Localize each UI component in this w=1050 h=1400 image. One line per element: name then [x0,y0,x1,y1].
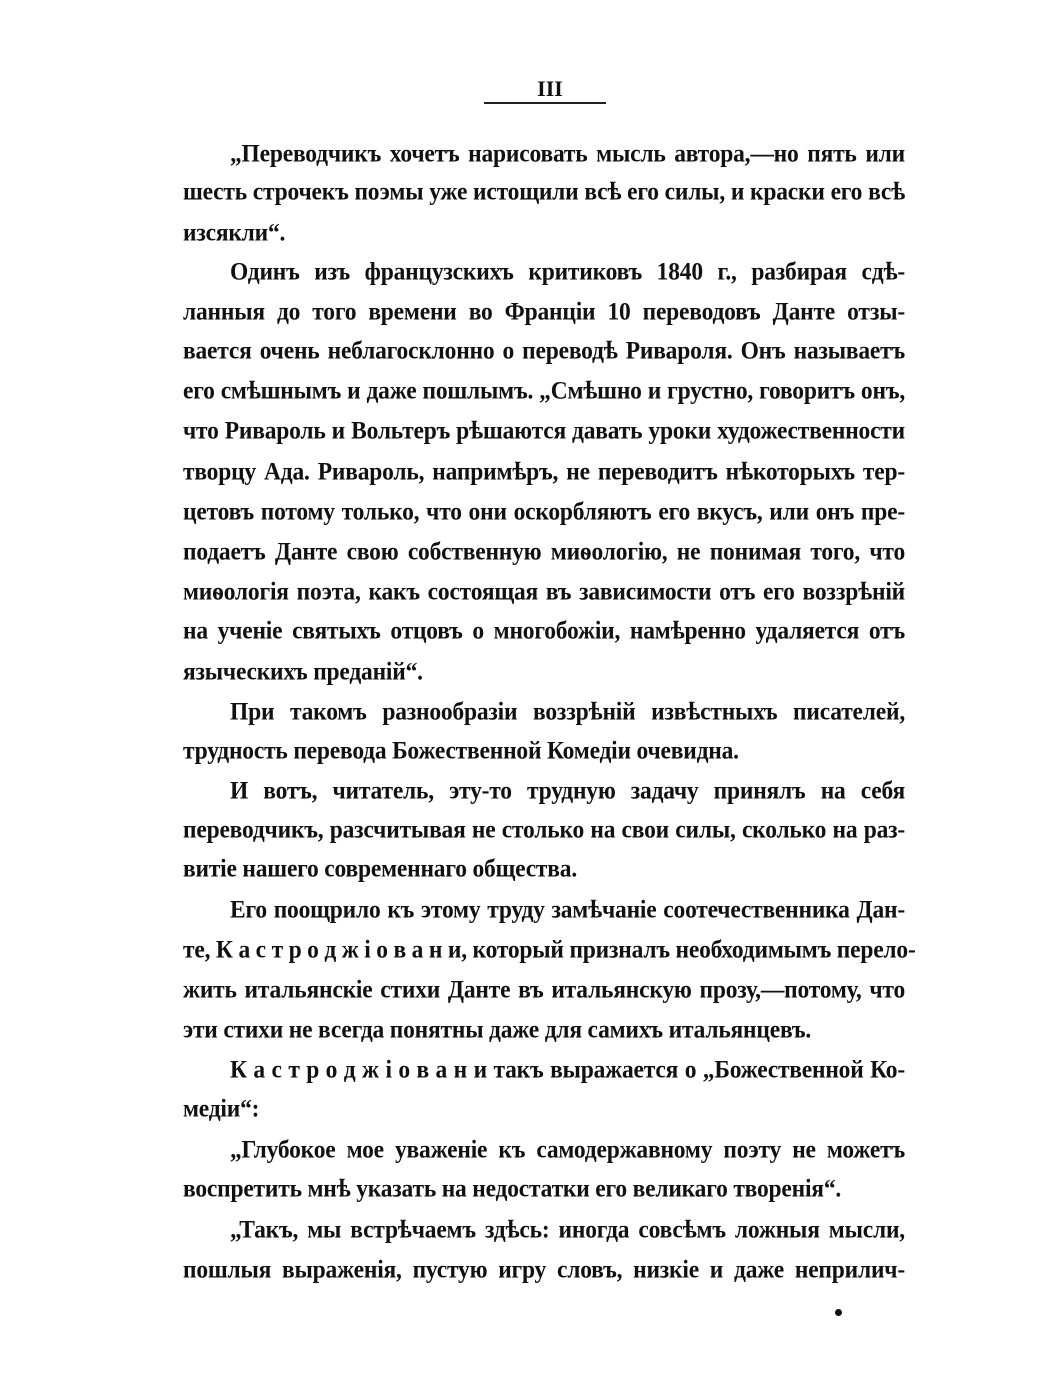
text-line: языческихъ преданій“. [183,657,423,687]
text-line: что Ривароль и Вольтеръ рѣшаются давать уроки художественности [183,416,905,446]
text-line: цетовъ потому только, что они оскорбляютъ его вкусъ, или онъ пре- [183,497,905,527]
text-line: трудность перевода Божественной Комедіи очевидна. [183,736,739,766]
text-line: ланныя до того времени во Франціи 10 переводовъ Данте отзы- [183,297,905,327]
text-line: шесть строчекъ поэмы уже истощили всѣ его силы, и краски его всѣ [183,177,905,207]
text-line: его смѣшнымъ и даже пошлымъ. „Смѣшно и грустно, говоритъ онъ, [183,376,905,406]
text-line: миѳологія поэта, какъ состоящая въ зависимости отъ его воззрѣній [183,577,905,607]
text-line: жить итальянскіе стихи Данте въ итальянскую прозу,—потому, что [183,975,905,1005]
text-line: воспретить мнѣ указать на недостатки его великаго творенія“. [183,1174,842,1204]
text-line: те, К а с т р о д ж і о в а н и, который призналъ необходимымъ перело- [183,935,916,965]
text-line: При такомъ разнообразіи воззрѣній извѣстныхъ писателей, [230,697,905,727]
text-line: медіи“: [183,1094,260,1124]
text-line: вается очень неблагосклонно о переводѣ Ривароля. Онъ называетъ [183,336,905,366]
text-line: изсякли“. [183,218,286,248]
text-line: К а с т р о д ж і о в а н и такъ выражается о „Божественной Ко- [230,1055,905,1085]
text-line: И вотъ, читатель, эту-то трудную задачу принялъ на себя [230,776,905,806]
text-line: „Такъ, мы встрѣчаемъ здѣсь: иногда совсѣмъ ложныя мысли, [230,1215,905,1245]
text-line: переводчикъ, разсчитывая не столько на свои силы, сколько на раз- [183,815,905,845]
text-line: на ученіе святыхъ отцовъ о многобожіи, намѣренно удаляется отъ [183,616,905,646]
printer-mark [835,1309,842,1316]
text-line: витіе нашего современнаго общества. [183,854,577,884]
page-number: III [537,76,563,101]
text-line: Одинъ изъ французскихъ критиковъ 1840 г., разбирая сдѣ- [230,257,905,287]
text-line: Его поощрило къ этому труду замѣчаніе соотечественника Дан- [230,895,905,925]
text-line: „Глубокое мое уваженіе къ самодержавному поэту не можетъ [230,1135,905,1165]
text-line: подаетъ Данте свою собственную миѳологію, не понимая того, что [183,537,905,567]
text-line: эти стихи не всегда понятны даже для самихъ итальянцевъ. [183,1015,812,1045]
header-rule [484,102,606,104]
text-line: пошлыя выраженія, пустую игру словъ, низкіе и даже неприлич- [183,1255,905,1285]
text-line: „Переводчикъ хочетъ нарисовать мысль автора,—но пять или [230,139,905,169]
text-line: творцу Ада. Ривароль, напримѣръ, не переводитъ нѣкоторыхъ тер- [183,457,905,487]
